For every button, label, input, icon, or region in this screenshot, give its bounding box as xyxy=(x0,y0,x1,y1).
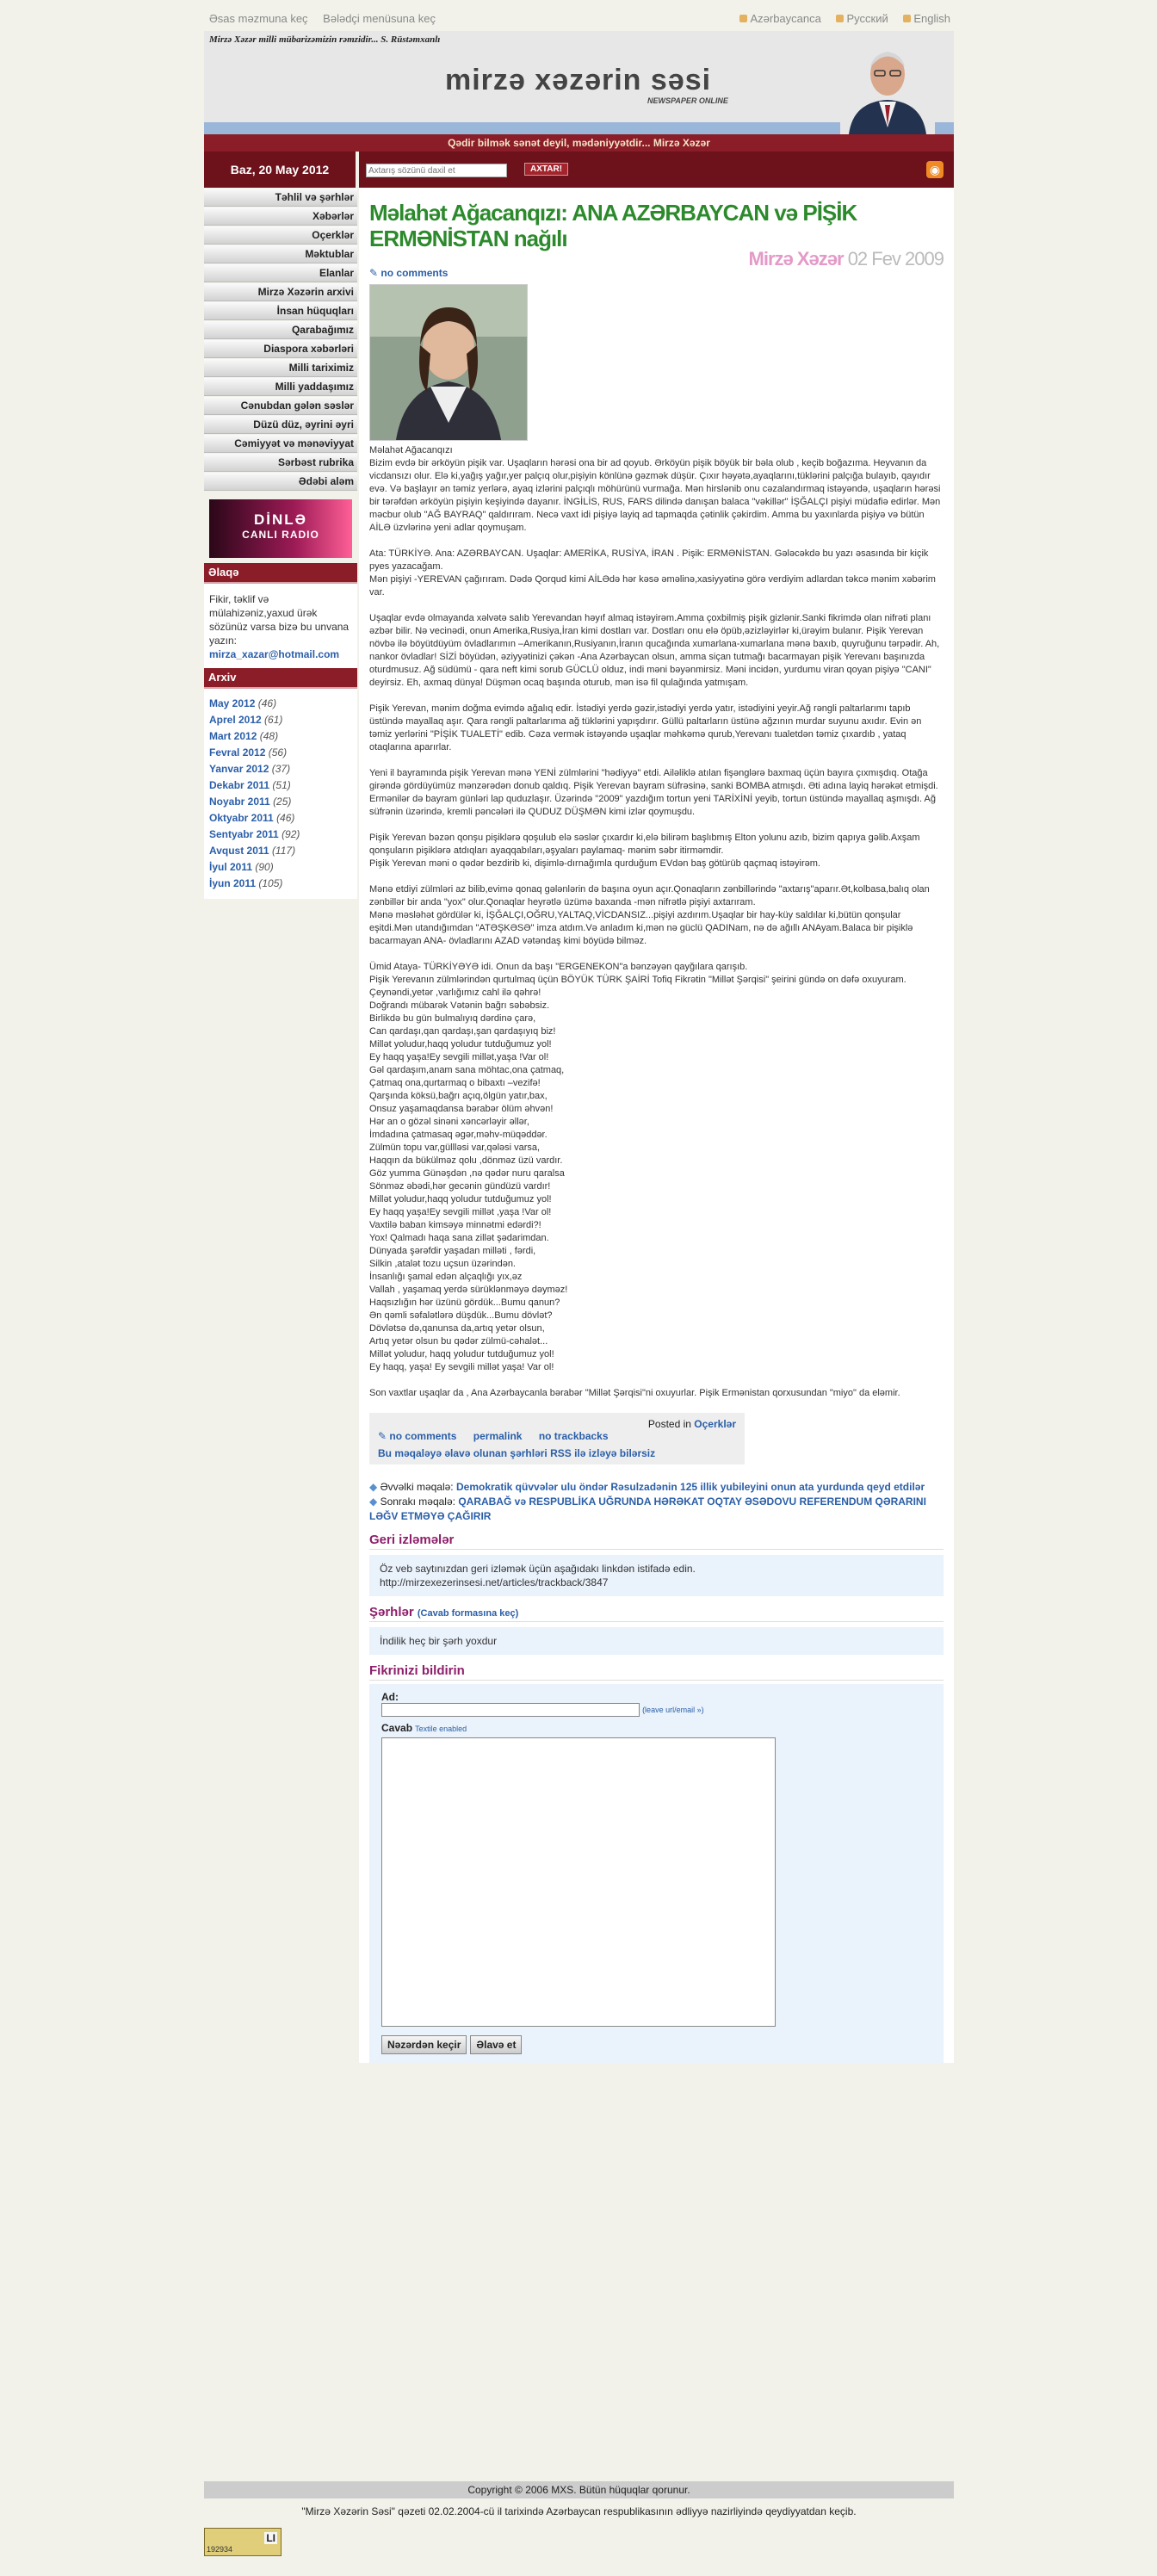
archive-count: (25) xyxy=(273,796,292,808)
header-quote: Mirzə Xəzər milli mübarizəmizin rəmzidir... S. Rüstəmxanlı xyxy=(209,34,441,45)
sidebar-item[interactable]: Qarabağımız xyxy=(204,321,357,339)
prev-article-link[interactable]: Demokratik qüvvələr ulu öndər Rəsulzadənin 125 illik yubileyini onun ata yurdunda qeyd etdilər xyxy=(455,1481,925,1493)
arrow-icon: ◆ xyxy=(369,1495,378,1508)
archive-count: (37) xyxy=(271,763,291,775)
permalink-link[interactable]: permalink xyxy=(473,1430,523,1442)
sidebar-menu xyxy=(204,189,357,491)
sidebar-item[interactable]: Milli yaddaşımız xyxy=(204,378,357,396)
comment-form-heading: Fikrinizi bildirin xyxy=(369,1663,944,1681)
sidebar-item[interactable]: Elanlar xyxy=(204,264,357,282)
comments-rss-link[interactable]: Bu məqaləyə əlavə olunan şərhləri RSS ilə izləyə bilərsiz xyxy=(378,1447,656,1459)
sidebar-item[interactable]: Düzü düz, əyrini əyri xyxy=(204,416,357,434)
article-title[interactable]: Məlahət Ağacanqızı: ANA AZƏRBAYCAN və PİŞİK ERMƏNİSTAN nağılı xyxy=(369,200,857,251)
article-paragraph: Yeni il bayramında pişik Yerevan mənə YENİ zülmlərini "hədiyyə" etdi. Ailəliklə atılan fişənglərə baxmaq üçün bayıra çıxmışdıq. Otağa girəndə gördüyümüz mənzərədən donub qaldıq. Pişik Yerevan bayram süfrəsinə, sanki BOMBA atmışdı. Əti adına layiq hərəkət etmişdi. Ermənilər də bayram günləri lap quduzlaşır. Üzərində "2009" yazdığım tortun yeni TARİXİNİ yeyib, tortun üstündə mayallaq aşmışdı. Ağ süfrənin üzərində, kremli pəncələri ilə QUDUZ DÜŞMƏN kimi izlər qoymuşdu. xyxy=(369,768,938,817)
sidebar-item[interactable]: Milli tariximiz xyxy=(204,359,357,377)
arrow-icon: ◆ xyxy=(369,1481,378,1493)
live-radio-banner[interactable] xyxy=(204,499,357,563)
comment-bubble-icon: ✎ xyxy=(378,1430,387,1442)
submit-button[interactable]: Əlavə et xyxy=(470,2035,522,2054)
next-article-label: Sonrakı məqalə: xyxy=(380,1495,455,1508)
archive-month-link[interactable]: Avqust 2011 xyxy=(209,845,269,857)
archive-item xyxy=(209,712,352,728)
article-paragraph: Pişik Yerevan, mənim doğma evimdə ağalıq edir. İstədiyi yerdə gəzir,istədiyi yerdə yatır, istədiyini yeyir.Ağ rəngli paltarlarımı tapıb üstündə mayallaq aşır. Qara rəngli paltarlarıma ağ tüklərini yapışdırır. Güllü paltarların üstünə ağzının murdar suyunu axıdır. Evin ən təmiz yerlərini "PİŞİK TUALETİ" edib. Cəza vermək istəyəndə uşaqlar məhkəmə qurub,Yerevanı tualetdən təmiz çıxardıb , yataq otaqlarına aparırlar. xyxy=(369,703,922,752)
article-paragraph: Uşaqlar evdə olmayanda xəlvətə salıb Yerevandan həyıf almaq istəyirəm.Amma çoxbilmiş pişik gizlənir.Sanki fikrimdə olan nifrəti planı əzbər bilir. Nə vecinədi, onun Amerika,Rusiya,İran kimi dostları var. Dostları onu elə öpüb,əzizləyirlər ki,ürəyim bulanır. Pişik Yerevan növbə ilə böyütdüyüm övladlarımın –Amerikanın,Rusiyanın,İranın qucağında xumarlana-xumarlana mənə baxıb, quyruğunu tərpədir. Ah, nankor övladlar! SİZİ böyüdən, əziyyətinizi çəkən -Ana Azərbaycan olsun, amma siçan tutmağı bacarmayan pişik Yerevanı başınızda oturdmusuz. Ağ südümü - qara neft kimi sorub GÜCLÜ olduz, indi məni bəyənmirsiz. Məni incidən, yurdumu viran qoyan pişiyə "CANI" deyirsiz. Eh, axmaq dünya! Düşmən ocaq başında oturub, mən isə fil qulağında yatmışam. xyxy=(369,613,940,688)
archive-count: (48) xyxy=(259,730,279,742)
archive-month-link[interactable]: Fevral 2012 xyxy=(209,746,266,759)
archive-month-link[interactable]: Oktyabr 2011 xyxy=(209,812,274,824)
sidebar-item[interactable]: Cənubdan gələn səslər xyxy=(204,397,357,415)
archive-item xyxy=(209,745,352,761)
article-paragraph: Son vaxtlar uşaqlar da , Ana Azərbaycanla bərabər "Millət Şərqisi"ni oxuyurlar. Pişik Ermənistan qorxusundan "miyo" da eləmir. xyxy=(369,1388,900,1398)
archive-count: (105) xyxy=(258,877,283,889)
rss-icon[interactable]: ◉ xyxy=(926,161,944,178)
sidebar-item[interactable]: Təhlil və şərhlər xyxy=(204,189,357,207)
archive-item xyxy=(209,810,352,827)
post-footer xyxy=(369,1413,745,1464)
sidebar-item[interactable]: İnsan hüquqları xyxy=(204,302,357,320)
sidebar-item[interactable]: Sərbəst rubrika xyxy=(204,454,357,472)
sidebar xyxy=(204,152,357,899)
header-motto: Qədir bilmək sənət deyil, mədəniyyətdir... Mirzə Xəzər xyxy=(204,134,954,152)
archive-month-link[interactable]: Mart 2012 xyxy=(209,730,257,742)
contact-heading: Əlaqə xyxy=(204,563,357,584)
sidebar-item[interactable]: Cəmiyyət və mənəviyyat xyxy=(204,435,357,453)
current-date: Baz, 20 May 2012 xyxy=(204,152,357,188)
archive-item xyxy=(209,843,352,859)
visitor-counter[interactable] xyxy=(204,2528,282,2556)
sidebar-item[interactable]: Mirzə Xəzərin arxivi xyxy=(204,283,357,301)
lang-az-link[interactable]: Azərbaycanca xyxy=(739,12,820,25)
contact-box xyxy=(204,584,357,668)
next-article-link[interactable]: QARABAĞ və RESPUBLİKA UĞRUNDA HƏRƏKAT OQTAY ƏSƏDOVU REFERENDUM QƏRARINI LƏĞV ETMƏYƏ ÇAĞIRIR xyxy=(369,1495,926,1522)
contact-email-link[interactable]: mirza_xazar@hotmail.com xyxy=(209,648,340,660)
archive-item xyxy=(209,761,352,777)
reply-textarea[interactable] xyxy=(381,1737,776,2027)
radio-subtitle: CANLI RADIO xyxy=(242,529,319,541)
comments-heading-label: Şərhlər xyxy=(369,1605,414,1619)
skip-to-content-link[interactable]: Əsas məzmuna keç xyxy=(209,12,308,25)
archive-count: (46) xyxy=(257,697,277,709)
category-link[interactable]: Oçerklər xyxy=(694,1418,736,1430)
article-body xyxy=(369,444,944,1400)
article-paragraph: Pişik Yerevan bəzən qonşu pişiklərə qoşulub elə səslər çıxardır ki,elə bilirəm başlıbmış Elton yolunu azıb, bizim qapıya gəlib.Axşam qonşuların pişiklərə atdıqları ayaqqabıları,əşyaları paylamaq- mənim səbr itirməmdir. Pişik Yerevan məni o qədər bezdirib ki, dişimlə-dırnağımla qurduğum EVdən baş götürüb qaçmaq istəyirəm. xyxy=(369,833,920,869)
trackback-heading: Geri izləmələr xyxy=(369,1533,944,1550)
archive-month-link[interactable]: Aprel 2012 xyxy=(209,714,262,726)
comments-heading xyxy=(369,1605,944,1622)
comments-link-label: no comments xyxy=(381,267,449,279)
search-bar xyxy=(359,152,954,188)
post-links xyxy=(378,1430,736,1442)
search-button[interactable]: AXTAR! xyxy=(524,163,568,176)
archive-month-link[interactable]: May 2012 xyxy=(209,697,256,709)
author-photo xyxy=(369,284,528,441)
archive-month-link[interactable]: Noyabr 2011 xyxy=(209,796,270,808)
archive-month-link[interactable]: İyul 2011 xyxy=(209,861,253,873)
prev-article xyxy=(369,1480,944,1495)
posted-in xyxy=(378,1418,736,1430)
lang-en-link[interactable]: English xyxy=(903,12,950,25)
comment-form xyxy=(369,1684,944,2063)
site-logo-sub: NEWSPAPER ONLINE xyxy=(647,96,728,105)
site-header xyxy=(204,31,954,134)
sidebar-item[interactable]: Məktublar xyxy=(204,245,357,263)
top-bar xyxy=(204,0,954,31)
name-label: Ad: xyxy=(381,1691,399,1703)
archive-month-link[interactable]: Sentyabr 2011 xyxy=(209,828,279,840)
archive-item xyxy=(209,827,352,843)
archive-month-link[interactable]: Yanvar 2012 xyxy=(209,763,269,775)
sidebar-item[interactable]: Ədəbi aləm xyxy=(204,473,357,491)
portrait-image xyxy=(840,33,935,134)
archive-count: (46) xyxy=(276,812,295,824)
comments-empty: İndilik heç bir şərh yoxdur xyxy=(369,1627,944,1655)
archive-item xyxy=(209,777,352,794)
sidebar-item[interactable]: Oçerklər xyxy=(204,226,357,245)
search-input[interactable] xyxy=(366,164,507,177)
archive-item xyxy=(209,728,352,745)
article-paragraph: Mənə etdiyi zülmləri az bilib,evimə qonaq gələnlərin də başına oyun açır.Qonaqların zənbillərində "axtarış"aparır.Ət,kolbasa,balıq olan zənbillər bir anda "yox" olur.Qonaqlar heyrətlə üzümə baxanda -mən nifrətlə pişiyi axtarıram. Mənə məsləhət gördülər ki, İŞĞALÇI,OĞRU,YALTAQ,VİCDANSIZ...pişiyi azdırım.Uşaqlar bir hay-küy saldılar ki,bütün qonşular eşitdi.Mən utandığımdan "ATƏŞKƏSƏ" imza atdım.Və anladım ki,mən nə güclü QADINam, nə də ağıllı ANAyam.Balaca bir pişiklə bacarmayan ANA- övladlarını AZAD vətəndaş kimi böyüdə bilməz. xyxy=(369,884,930,946)
flag-icon xyxy=(836,15,844,22)
comment-bubble-icon: ✎ xyxy=(369,267,379,279)
archive-item xyxy=(209,794,352,810)
reply-form-link[interactable]: (Cavab formasına keç) xyxy=(417,1608,519,1619)
prev-article-label: Əvvəlki məqalə: xyxy=(380,1481,454,1493)
posted-in-label: Posted in xyxy=(647,1418,691,1430)
copyright: Copyright © 2006 MXS. Bütün hüquqlar qorunur. xyxy=(204,2481,954,2499)
name-hint-link[interactable]: (leave url/email ») xyxy=(642,1705,704,1714)
sidebar-item[interactable]: Diaspora xəbərləri xyxy=(204,340,357,358)
archive-count: (56) xyxy=(268,746,288,759)
page xyxy=(204,0,954,2554)
counter-label: LI xyxy=(266,2532,275,2544)
archive-heading: Arxiv xyxy=(204,668,357,689)
preview-button[interactable]: Nəzərdən keçir xyxy=(381,2035,467,2054)
archive-count: (92) xyxy=(282,828,300,840)
archive-month-link[interactable]: Dekabr 2011 xyxy=(209,779,270,791)
trackback-url[interactable]: http://mirzexezerinsesi.net/articles/trackback/3847 xyxy=(380,1576,609,1588)
post-comments-label: no comments xyxy=(389,1430,457,1442)
radio-title: DİNLƏ xyxy=(253,511,307,528)
article-navigation xyxy=(369,1480,944,1524)
archive-item xyxy=(209,876,352,892)
next-article xyxy=(369,1495,944,1524)
registration-note: "Mirzə Xəzərin Səsi" qəzeti 02.02.2004-cü il tarixində Azərbaycan respublikasının ədliyyə nazirliyində qeydiyyatdan keçib. xyxy=(301,2505,857,2517)
article-paragraph: Ümid Ataya- TÜRKİYƏYƏ idi. Onun da başı "ERGENEKON"a bənzəyən qayğılara qarışıb. Pişik Yerevanın zülmlərindən qurtulmaq üçün BÖYÜK TÜRK ŞAİRİ Tofiq Fikrətin "Millət Şərqisi" şeirini gündə on dəfə oxuyuram. Çeynəndi,yetər ,varlığımız cahl ilə qəhrə! Doğrandı mübarək Vətənin bağrı səbəbsiz. Birlikdə bu gün bulmalıyıq dərdinə çarə, Can qardaşı,qan qardaşı,şan qardaşıyıq biz! Millət yoludur,haqq yoludur tutduğumuz yol! Ey haqq yaşa!Ey sevgili millət,yaşa !Var ol! Gəl qardaşım,anam sana möhtac,ona çatmaq, Çatmaq ona,qurtarmaq o bibaxtı –vezifə! Qarşında köksü,bağrı açıq,ölgün yatır,bax, Onsuz yaşamaqdansa bərabər ölüm əhvən! Hər an o gözəl sinəni xəncərləyir əllər, İmdadına çatmasaq əgər,məhv-müqəddər. Zülmün topu var,güllləsi var,qələsi varsa, Haqqın da bükülməz qolu ,dönməz üzü vardır. Göz yumma Günəşdən ,nə qədər nuru qaralsa Sönməz əbədi,hər gecənin gündüzü vardır! Millət yoludur,haqq yoludur tutduğumuz yol! Ey haqq yaşa!Ey sevgili millət ,yaşa !Var ol! Vaxtilə baban kimsəyə minnətmi edərdi?! Yox! Qalmadı haqa sana zillət şədarimdan. Dünyada şərəfdir yaşadan milləti , fərdi, Silkin ,atalət tozu uçsun üzərindən. İnsanlığı şamal edən alçaqlığı yıx,əz Vallah , yaşamaq yerdə sürüklənməyə dəyməz! Haqsızlığın hər üzünü gördük...Bumu qanun? Ən qəmli səfalətlərə düşdük...Bumu dövlət? Dövlətsə də,qanunsa da,artıq yetər olsun, Artıq yetər olsun bu qədər zülmü-cəhalət... Millət yoludur, haqq yoludur tutduğumuz yol! Ey haqq, yaşa! Ey sevgili millət yaşa! Var ol! xyxy=(369,962,906,1372)
site-logo[interactable]: mirzə xəzərin səsi xyxy=(445,64,712,96)
post-comments-link[interactable] xyxy=(378,1430,456,1442)
archive-count: (117) xyxy=(271,845,296,857)
archive-count: (90) xyxy=(255,861,274,873)
skip-to-menu-link[interactable]: Bələdçi menüsuna keç xyxy=(323,12,436,25)
article-paragraph: Məlahət Ağacanqızı Bizim evdə bir ərköyün pişik var. Uşaqların hərəsi ona bir ad qoyub. Ərköyün pişik böyük bir bəla olub , keçib boğazıma. Heyvanın da vicdansızı olur. Elə ki,yağış yağır,yer palçıq olur,pişiyin könlünə gəzmək düşür. Çıxır həyətə,ayaqlarını,tüklərini palçığa bulayıb, qayıdır evə. Və başlayır ən təmiz yerlərə, ayaq izlərini palçıqlı möhürünü vurmağa. Mən hirslənib onu cəzalandırmaq istəyəndə, uşaqların hərəsi bir tərəfdən ərköyün pişiyin keşiyində dayanır. İNGİLİS, RUS, FARS dilində danışan balaca "vəkillər" İŞĞALÇI pişiyi müdafiə edirlər. Mən məcbur olub "AĞ BAYRAQ" qaldırıram. Necə vaxt idi pişiyə layiq ad tapmaqda çətinlik çəkirdim. Amma bu yaxınlarda pişiyə və bütün AİLƏ üzvlərinə yeni adlar qoymuşam. xyxy=(369,445,941,533)
archive-list xyxy=(204,689,357,899)
flag-icon xyxy=(739,15,747,22)
article-paragraph: Ata: TÜRKİYƏ. Ana: AZƏRBAYCAN. Uşaqlar: AMERİKA, RUSİYA, İRAN . Pişik: ERMƏNİSTAN. Gələcəkdə bu yazı əsasında bir kiçik pyes yazacağam. Mən pişiyi -YEREVAN çağırıram. Dədə Qorqud kimi AİLƏdə hər kəsə əməlinə,xasiyyətinə görə verdiyim adlardan təkcə mənim xəbərim var. xyxy=(369,548,936,598)
author-photo-image xyxy=(370,285,527,440)
main-content xyxy=(359,152,954,2063)
lang-ru-link[interactable]: Русский xyxy=(836,12,888,25)
textile-hint[interactable]: Textile enabled xyxy=(415,1725,467,1733)
archive-item xyxy=(209,859,352,876)
archive-item xyxy=(209,696,352,712)
article-author: Mirzə Xəzər xyxy=(748,248,844,269)
archive-count: (51) xyxy=(272,779,291,791)
trackback-box xyxy=(369,1555,944,1596)
trackback-text: Öz veb saytınızdan geri izləmək üçün aşağıdakı linkdən istifadə edin. xyxy=(380,1563,696,1575)
archive-month-link[interactable]: İyun 2011 xyxy=(209,877,257,889)
flag-icon xyxy=(903,15,911,22)
counter-value: 192934 xyxy=(207,2545,233,2554)
sidebar-item[interactable]: Xəbərlər xyxy=(204,207,357,226)
article-date: 02 Fev 2009 xyxy=(847,248,944,269)
reply-label: Cavab xyxy=(381,1722,413,1734)
contact-text: Fikir, təklif və mülahizəniz,yaxud ürək sözünüz varsa bizə bu unvana yazın: xyxy=(209,593,350,647)
archive-count: (61) xyxy=(264,714,283,726)
article xyxy=(359,188,954,2063)
trackbacks-link[interactable]: no trackbacks xyxy=(538,1430,609,1442)
name-input[interactable] xyxy=(381,1703,640,1717)
